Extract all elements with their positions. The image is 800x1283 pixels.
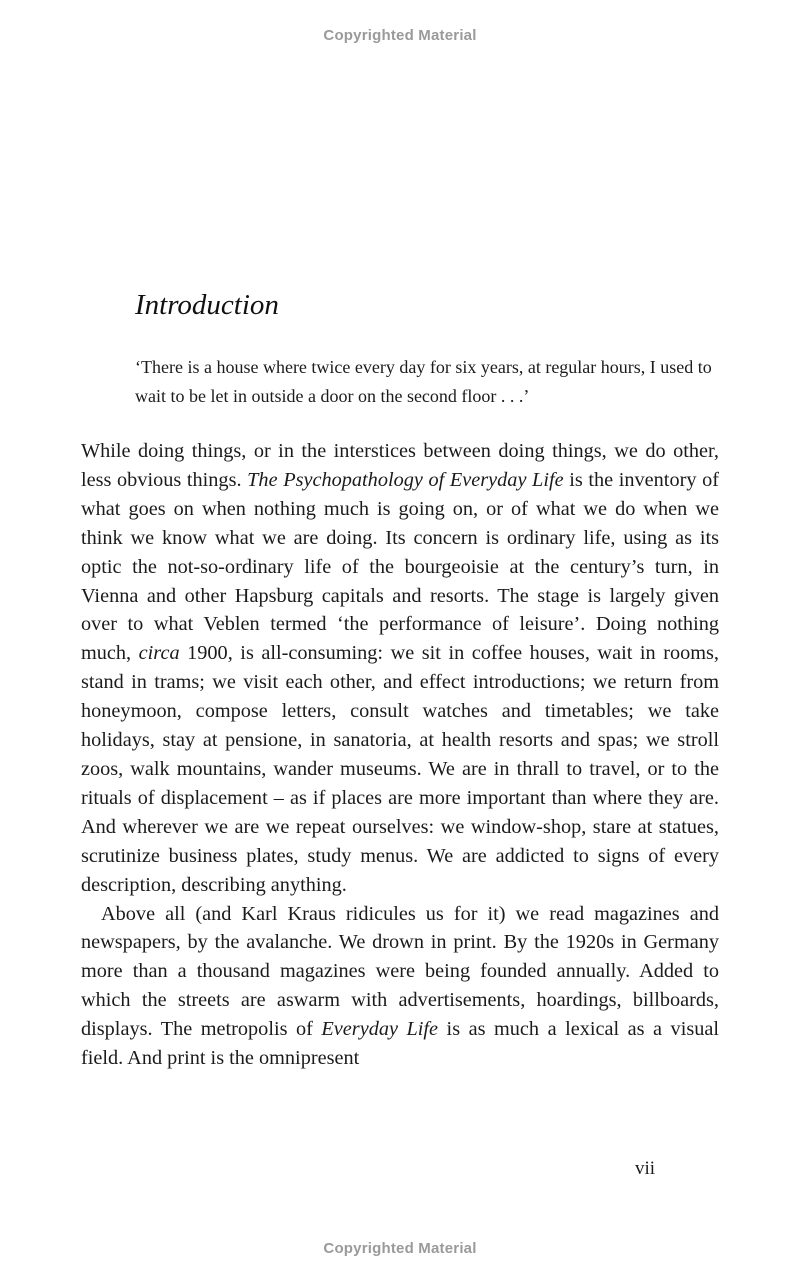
copyright-watermark-top: Copyrighted Material — [323, 27, 477, 44]
paragraph-1 — [81, 437, 719, 900]
paragraph-2-text-b: is as much a lexical as a visual field. And print is the omnipresent — [81, 1018, 720, 1070]
paragraph-1-text-a: While doing things, or in the interstices between doing things, we do other, less obvious things. — [81, 440, 719, 491]
epigraph: ‘There is a house where twice every day for six years, at regular hours, I used to wait to be let in outside a door on the second floor . . .’ — [135, 357, 712, 406]
italic-circa: circa — [138, 642, 180, 665]
paragraph-2-text-a: Above all (and Karl Kraus ridicules us for it) we read magazines and newspapers, by the avalanche. We drown in print. By the 1920s in Germany more than a thousand magazines were being founded annually. Added to which the streets are aswarm with advertisements, hoardings, billboards, displays. The metropolis of — [81, 902, 719, 1041]
paragraph-1-text-c: 1900, is all-consuming: we sit in coffee houses, wait in rooms, stand in trams; we visit each other, and effect introductions; we return from honeymoon, compose letters, consult watches and timetables; we take holidays, stay at pensione, in sanatoria, at health resorts and spas; we stroll zoos, walk mountains, wander museums. We are in thrall to travel, or to the rituals of displacement – as if places are more important than where they are. And wherever we are we repeat ourselves: we window-shop, stare at statues, scrutinize business plates, study menus. We are addicted to signs of every description, describing anything. — [81, 642, 719, 896]
book-title-psychopathology: The Psychopathology of Everyday Life — [247, 468, 564, 491]
paragraph-2 — [81, 900, 719, 1073]
copyright-watermark-bottom: Copyrighted Material — [323, 1240, 477, 1257]
body-text — [81, 437, 719, 1073]
chapter-title: Introduction — [135, 289, 279, 321]
page-number: vii — [635, 1158, 656, 1179]
paragraph-1-text-b: is the inventory of what goes on when nothing much is going on, or of what we do when we think we know what we are doing. Its concern is ordinary life, using as its optic the not-so-ordinary life of the bourgeoisie at the century’s turn, in Vienna and other Hapsburg capitals and resorts. The stage is largely given over to what Veblen termed ‘the performance of leisure’. Doing nothing much, — [81, 468, 719, 665]
book-title-everyday-life: Everyday Life — [321, 1018, 439, 1041]
